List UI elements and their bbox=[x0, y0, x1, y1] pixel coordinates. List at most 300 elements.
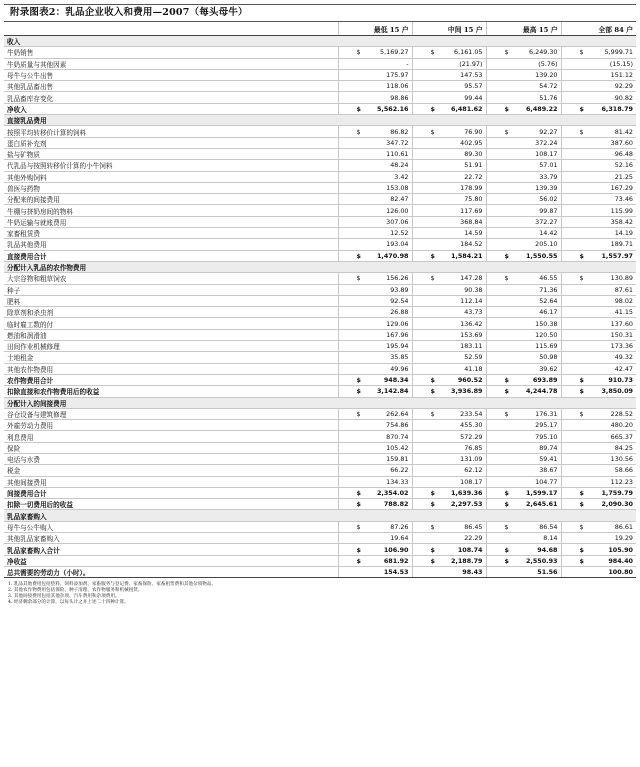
header-middle-15: 中间 15 户 bbox=[412, 22, 486, 36]
value-cell bbox=[338, 103, 412, 114]
value-cell bbox=[338, 137, 412, 148]
value-cell bbox=[338, 58, 412, 69]
value-text: 984.40 bbox=[608, 556, 633, 565]
header-all-84: 全部 84 户 bbox=[561, 22, 636, 36]
value-cell bbox=[412, 126, 486, 137]
value-text: 183.11 bbox=[460, 342, 483, 351]
value-cell bbox=[561, 499, 636, 510]
value-text: 90.82 bbox=[614, 93, 633, 102]
value-cell bbox=[561, 386, 636, 397]
value-text: 50.98 bbox=[539, 353, 558, 362]
table-row bbox=[4, 408, 636, 419]
value-cell bbox=[486, 442, 561, 453]
value-text: 2,354.02 bbox=[376, 489, 409, 498]
row-label: 间接费用合计 bbox=[4, 487, 338, 498]
table-row bbox=[4, 284, 636, 295]
header-item bbox=[4, 22, 338, 36]
currency-symbol: $ bbox=[430, 500, 435, 509]
value-cell bbox=[486, 476, 561, 487]
value-cell bbox=[338, 194, 412, 205]
currency-symbol: $ bbox=[430, 48, 435, 57]
value-cell bbox=[561, 160, 636, 171]
table-row bbox=[4, 273, 636, 284]
value-text: 795.10 bbox=[535, 432, 558, 441]
value-text: 2,188.79 bbox=[450, 556, 483, 565]
value-text: 118.06 bbox=[386, 82, 409, 91]
table-row bbox=[4, 352, 636, 363]
value-cell bbox=[412, 239, 486, 250]
value-text: 112.23 bbox=[610, 477, 633, 486]
value-text: 120.50 bbox=[535, 330, 558, 339]
currency-symbol: $ bbox=[356, 387, 361, 396]
value-text: 54.72 bbox=[539, 82, 558, 91]
value-text: 137.60 bbox=[610, 319, 633, 328]
value-text: 184.52 bbox=[460, 240, 483, 249]
value-cell bbox=[412, 386, 486, 397]
value-cell bbox=[338, 363, 412, 374]
table-row bbox=[4, 228, 636, 239]
header-highest-15: 最高 15 户 bbox=[486, 22, 561, 36]
total-row bbox=[4, 374, 636, 385]
table-row bbox=[4, 476, 636, 487]
value-text: 189.71 bbox=[610, 240, 633, 249]
currency-symbol: $ bbox=[430, 489, 435, 498]
row-label: 乳品家畜购入合计 bbox=[4, 544, 338, 555]
value-cell bbox=[338, 465, 412, 476]
value-cell bbox=[561, 284, 636, 295]
value-text: 358.42 bbox=[610, 217, 633, 226]
value-text: 150.38 bbox=[535, 319, 558, 328]
value-cell bbox=[486, 318, 561, 329]
value-cell bbox=[412, 92, 486, 103]
value-cell bbox=[412, 487, 486, 498]
value-text: 6,161.05 bbox=[454, 48, 483, 57]
value-text: 8.14 bbox=[543, 534, 558, 543]
value-text: 5,562.16 bbox=[376, 104, 409, 113]
value-cell bbox=[486, 284, 561, 295]
value-cell bbox=[486, 205, 561, 216]
value-text: 62.12 bbox=[464, 466, 483, 475]
value-cell bbox=[561, 58, 636, 69]
currency-symbol: $ bbox=[504, 251, 509, 260]
value-cell bbox=[412, 521, 486, 532]
row-label: 其他间接费用 bbox=[4, 476, 338, 487]
value-cell bbox=[338, 521, 412, 532]
value-cell bbox=[338, 47, 412, 58]
currency-symbol: $ bbox=[430, 127, 435, 136]
value-text: 693.89 bbox=[532, 376, 558, 385]
value-text: 38.67 bbox=[539, 466, 558, 475]
value-text: 41.15 bbox=[614, 308, 633, 317]
value-cell bbox=[412, 465, 486, 476]
value-text: 56.02 bbox=[539, 195, 558, 204]
table-row bbox=[4, 442, 636, 453]
value-text: 19.29 bbox=[614, 534, 633, 543]
value-text: 82.47 bbox=[390, 195, 409, 204]
table-row bbox=[4, 126, 636, 137]
value-text: 910.73 bbox=[608, 376, 633, 385]
value-text: (15.15) bbox=[609, 59, 633, 68]
value-text: 167.29 bbox=[610, 184, 633, 192]
value-cell bbox=[338, 318, 412, 329]
value-text: 39.62 bbox=[539, 364, 558, 373]
value-text: 1,759.79 bbox=[601, 489, 633, 498]
value-text: 92.29 bbox=[614, 82, 633, 91]
value-cell bbox=[561, 408, 636, 419]
value-cell bbox=[561, 228, 636, 239]
value-cell bbox=[412, 431, 486, 442]
value-cell bbox=[486, 465, 561, 476]
value-text: 115.99 bbox=[610, 206, 633, 215]
value-cell bbox=[338, 555, 412, 566]
value-cell bbox=[561, 453, 636, 464]
report-page bbox=[4, 4, 636, 606]
value-text: 94.68 bbox=[537, 545, 558, 554]
row-label: 净收入 bbox=[4, 103, 338, 114]
value-text: 99.87 bbox=[539, 206, 558, 215]
currency-symbol: $ bbox=[356, 489, 361, 498]
value-cell bbox=[412, 69, 486, 80]
value-text: 572.29 bbox=[460, 432, 483, 441]
table-row bbox=[4, 148, 636, 159]
value-text: 402.95 bbox=[460, 138, 483, 147]
value-cell bbox=[486, 408, 561, 419]
table-row bbox=[4, 363, 636, 374]
currency-symbol: $ bbox=[504, 376, 509, 385]
value-cell bbox=[561, 295, 636, 306]
currency-symbol: $ bbox=[579, 500, 584, 509]
row-label: 种子 bbox=[4, 284, 338, 295]
value-text: 948.34 bbox=[383, 376, 409, 385]
row-label: 土地租金 bbox=[4, 352, 338, 363]
section-label: 直接乳品费用 bbox=[4, 115, 636, 126]
value-cell bbox=[338, 148, 412, 159]
currency-symbol: $ bbox=[430, 556, 435, 565]
footnote: 3. 其他间接费用包括其他杂项、汽车费用和杂项费用。 bbox=[8, 594, 120, 600]
value-text: 42.47 bbox=[614, 364, 633, 373]
value-text: 98.86 bbox=[390, 93, 409, 102]
value-cell bbox=[486, 431, 561, 442]
header-lowest-15: 最低 15 户 bbox=[338, 22, 412, 36]
value-cell bbox=[486, 363, 561, 374]
table-row bbox=[4, 533, 636, 544]
value-cell bbox=[561, 341, 636, 352]
value-text: 112.14 bbox=[460, 296, 483, 305]
currency-symbol: $ bbox=[504, 274, 509, 283]
value-cell bbox=[412, 341, 486, 352]
value-cell bbox=[486, 126, 561, 137]
value-text: 95.57 bbox=[464, 82, 483, 91]
value-cell bbox=[338, 341, 412, 352]
value-text: 2,090.30 bbox=[601, 500, 633, 509]
currency-symbol: $ bbox=[579, 127, 584, 136]
value-text: 387.60 bbox=[610, 138, 633, 147]
currency-symbol: $ bbox=[579, 376, 584, 385]
value-cell bbox=[338, 374, 412, 385]
table-row bbox=[4, 341, 636, 352]
currency-symbol: $ bbox=[356, 104, 361, 113]
currency-symbol: $ bbox=[356, 127, 361, 136]
value-cell bbox=[486, 47, 561, 58]
value-text: 14.59 bbox=[464, 229, 483, 238]
section-header-row bbox=[4, 261, 636, 272]
value-cell bbox=[486, 307, 561, 318]
value-text: 178.99 bbox=[460, 184, 483, 192]
value-text: 6,249.30 bbox=[529, 48, 558, 57]
value-text: 98.02 bbox=[614, 296, 633, 305]
value-cell bbox=[412, 363, 486, 374]
value-cell bbox=[412, 81, 486, 92]
value-cell bbox=[338, 487, 412, 498]
row-label: 农作物费用合计 bbox=[4, 374, 338, 385]
value-cell bbox=[561, 148, 636, 159]
currency-symbol: $ bbox=[579, 409, 584, 418]
value-cell bbox=[486, 137, 561, 148]
row-label: 扣除一切费用后的收益 bbox=[4, 499, 338, 510]
total-row bbox=[4, 103, 636, 114]
table-row bbox=[4, 92, 636, 103]
value-text: - bbox=[406, 59, 409, 68]
value-text: 136.42 bbox=[460, 319, 483, 328]
value-cell bbox=[338, 431, 412, 442]
value-text: 130.56 bbox=[610, 455, 633, 464]
value-cell bbox=[338, 239, 412, 250]
value-cell bbox=[561, 126, 636, 137]
value-text: 139.20 bbox=[535, 71, 558, 80]
value-text: 4,244.78 bbox=[525, 387, 558, 396]
value-text: 147.28 bbox=[460, 274, 483, 283]
value-cell bbox=[338, 408, 412, 419]
value-cell bbox=[561, 533, 636, 544]
value-text: 108.17 bbox=[535, 150, 558, 159]
value-text: 89.74 bbox=[539, 443, 558, 452]
value-text: 26.88 bbox=[390, 308, 409, 317]
value-cell bbox=[486, 250, 561, 261]
total-row bbox=[4, 499, 636, 510]
value-cell bbox=[338, 544, 412, 555]
table-row bbox=[4, 431, 636, 442]
row-label: 其他外购饲料 bbox=[4, 171, 338, 182]
value-cell bbox=[338, 352, 412, 363]
value-cell bbox=[561, 273, 636, 284]
value-text: 150.31 bbox=[610, 330, 633, 339]
value-text: 1,584.21 bbox=[450, 251, 483, 260]
value-cell bbox=[561, 307, 636, 318]
value-text: 372.24 bbox=[535, 138, 558, 147]
value-text: 2,550.93 bbox=[525, 556, 558, 565]
value-cell bbox=[412, 171, 486, 182]
value-cell bbox=[561, 476, 636, 487]
value-cell bbox=[338, 566, 412, 577]
value-text: 139.39 bbox=[535, 184, 558, 192]
value-text: 147.53 bbox=[460, 71, 483, 80]
value-text: 6,489.22 bbox=[525, 104, 558, 113]
value-text: 52.64 bbox=[539, 296, 558, 305]
value-text: (21.97) bbox=[459, 59, 483, 68]
footnote: 4. 经济剩余部分的计算，以每头计之并上述二十四种计算。 bbox=[8, 600, 129, 606]
footnote: 2. 其他农作物费用包括保险、种子清理、农作物服务和机械租赁。 bbox=[8, 588, 143, 594]
row-label: 按照平均转移价计算的饲料 bbox=[4, 126, 338, 137]
value-cell bbox=[412, 476, 486, 487]
currency-symbol: $ bbox=[430, 387, 435, 396]
row-label: 除草剂和杀虫剂 bbox=[4, 307, 338, 318]
value-cell bbox=[338, 81, 412, 92]
value-cell bbox=[338, 273, 412, 284]
value-cell bbox=[561, 363, 636, 374]
value-cell bbox=[561, 182, 636, 193]
value-cell bbox=[338, 386, 412, 397]
value-text: 134.33 bbox=[386, 477, 409, 486]
row-label: 扣除直接和农作物费用后的收益 bbox=[4, 386, 338, 397]
section-label: 分配计入乳品的农作物费用 bbox=[4, 261, 636, 272]
value-text: 176.31 bbox=[535, 409, 558, 418]
currency-symbol: $ bbox=[579, 104, 584, 113]
row-label: 分配来的间接费用 bbox=[4, 194, 338, 205]
total-row bbox=[4, 566, 636, 577]
value-cell bbox=[338, 533, 412, 544]
value-text: 98.43 bbox=[462, 568, 483, 577]
currency-symbol: $ bbox=[504, 127, 509, 136]
section-label: 收入 bbox=[4, 36, 636, 47]
value-cell bbox=[338, 205, 412, 216]
value-cell bbox=[486, 239, 561, 250]
value-cell bbox=[486, 58, 561, 69]
value-text: 480.20 bbox=[610, 421, 633, 430]
footnote: 1. 乳品其他费用包括垫料、饲料添加剂、家畜服务与登记费、家畜保险、家畜租赁费和其他杂项物品。 bbox=[8, 582, 216, 588]
currency-symbol: $ bbox=[356, 545, 361, 554]
value-text: 754.86 bbox=[386, 421, 409, 430]
value-cell bbox=[486, 92, 561, 103]
value-text: 228.52 bbox=[610, 409, 633, 418]
value-text: 14.19 bbox=[614, 229, 633, 238]
row-label: 母牛与公牛出售 bbox=[4, 69, 338, 80]
value-text: 665.37 bbox=[610, 432, 633, 441]
row-label: 税金 bbox=[4, 465, 338, 476]
currency-symbol: $ bbox=[430, 522, 435, 531]
value-text: 71.36 bbox=[539, 285, 558, 294]
value-text: 115.69 bbox=[535, 342, 558, 351]
value-cell bbox=[561, 420, 636, 431]
value-cell bbox=[561, 465, 636, 476]
value-text: 89.30 bbox=[464, 150, 483, 159]
table-row bbox=[4, 171, 636, 182]
value-cell bbox=[486, 182, 561, 193]
value-text: 156.26 bbox=[386, 274, 409, 283]
value-text: 58.66 bbox=[614, 466, 633, 475]
value-cell bbox=[338, 329, 412, 340]
value-text: 193.04 bbox=[386, 240, 409, 249]
value-cell bbox=[561, 69, 636, 80]
value-text: 368.84 bbox=[460, 217, 483, 226]
row-label: 直接费用合计 bbox=[4, 250, 338, 261]
value-cell bbox=[486, 216, 561, 227]
currency-symbol: $ bbox=[430, 376, 435, 385]
value-cell bbox=[561, 250, 636, 261]
value-cell bbox=[338, 171, 412, 182]
currency-symbol: $ bbox=[504, 104, 509, 113]
value-cell bbox=[486, 160, 561, 171]
value-text: 347.72 bbox=[386, 138, 409, 147]
value-cell bbox=[412, 103, 486, 114]
value-cell bbox=[486, 420, 561, 431]
value-text: 22.72 bbox=[464, 172, 483, 181]
row-label: 牛奶销售 bbox=[4, 47, 338, 58]
value-cell bbox=[486, 453, 561, 464]
value-text: 6,318.79 bbox=[601, 104, 633, 113]
value-text: 108.74 bbox=[457, 545, 483, 554]
value-text: 51.91 bbox=[464, 161, 483, 170]
value-cell bbox=[338, 476, 412, 487]
row-label: 盐与矿物质 bbox=[4, 148, 338, 159]
value-cell bbox=[486, 386, 561, 397]
table-row bbox=[4, 420, 636, 431]
value-text: 66.22 bbox=[390, 466, 409, 475]
table-row bbox=[4, 182, 636, 193]
row-label: 家畜租赁费 bbox=[4, 228, 338, 239]
value-text: 205.10 bbox=[535, 240, 558, 249]
value-cell bbox=[412, 566, 486, 577]
value-text: 49.96 bbox=[390, 364, 409, 373]
currency-symbol: $ bbox=[579, 522, 584, 531]
value-cell bbox=[338, 126, 412, 137]
value-cell bbox=[561, 521, 636, 532]
value-text: 104.77 bbox=[535, 477, 558, 486]
value-cell bbox=[486, 566, 561, 577]
table-row bbox=[4, 318, 636, 329]
value-cell bbox=[561, 566, 636, 577]
value-cell bbox=[561, 318, 636, 329]
value-cell bbox=[338, 160, 412, 171]
value-cell bbox=[338, 228, 412, 239]
value-text: 105.42 bbox=[386, 443, 409, 452]
value-text: 108.17 bbox=[460, 477, 483, 486]
value-text: 167.96 bbox=[386, 330, 409, 339]
value-cell bbox=[412, 420, 486, 431]
value-text: 3,142.84 bbox=[376, 387, 409, 396]
value-cell bbox=[561, 544, 636, 555]
value-text: 92.54 bbox=[390, 296, 409, 305]
value-text: 76.85 bbox=[464, 443, 483, 452]
currency-symbol: $ bbox=[430, 274, 435, 283]
currency-symbol: $ bbox=[430, 409, 435, 418]
value-text: 1,639.36 bbox=[450, 489, 483, 498]
value-cell bbox=[561, 555, 636, 566]
value-cell bbox=[412, 408, 486, 419]
value-cell bbox=[412, 182, 486, 193]
total-row bbox=[4, 386, 636, 397]
value-text: 19.64 bbox=[390, 534, 409, 543]
row-label: 保险 bbox=[4, 442, 338, 453]
value-text: 130.89 bbox=[610, 274, 633, 283]
table-row bbox=[4, 81, 636, 92]
value-text: 5,169.27 bbox=[380, 48, 409, 57]
table-row bbox=[4, 47, 636, 58]
value-cell bbox=[338, 216, 412, 227]
value-text: 1,470.98 bbox=[376, 251, 409, 260]
value-cell bbox=[561, 374, 636, 385]
value-text: 96.48 bbox=[614, 150, 633, 159]
value-cell bbox=[486, 341, 561, 352]
value-text: (5.76) bbox=[538, 59, 558, 68]
value-cell bbox=[486, 69, 561, 80]
value-text: 46.17 bbox=[539, 308, 558, 317]
value-text: 1,550.55 bbox=[525, 251, 558, 260]
table-body bbox=[4, 36, 636, 578]
value-text: 153.08 bbox=[386, 184, 409, 192]
value-cell bbox=[486, 171, 561, 182]
table-row bbox=[4, 58, 636, 69]
table-row bbox=[4, 295, 636, 306]
